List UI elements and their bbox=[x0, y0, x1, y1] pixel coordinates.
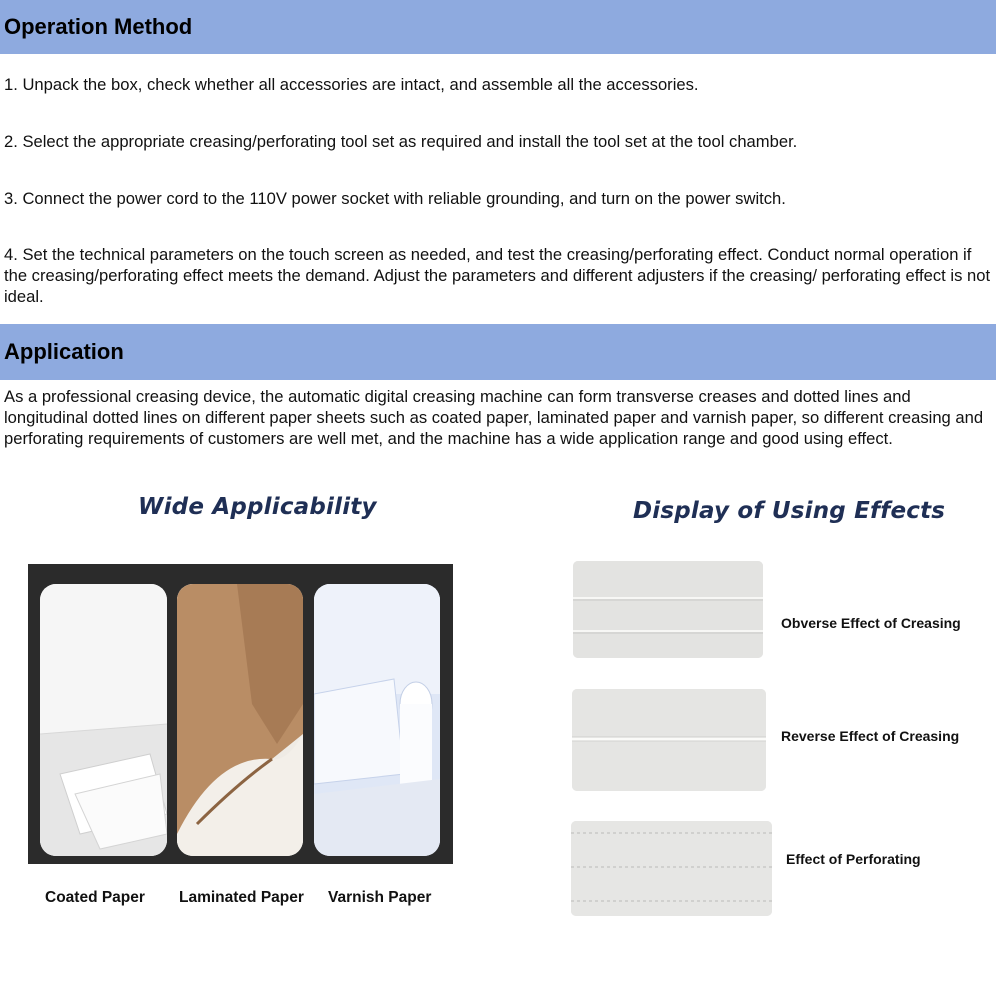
paper-types-photo bbox=[28, 564, 453, 864]
caption-laminated-paper: Laminated Paper bbox=[179, 889, 304, 906]
caption-varnish-paper: Varnish Paper bbox=[328, 889, 432, 906]
using-effects-heading: Display of Using Effects bbox=[633, 498, 946, 524]
coated-paper-image bbox=[40, 584, 167, 856]
effect-label-obverse-creasing: Obverse Effect of Creasing bbox=[781, 615, 961, 631]
application-header: Application bbox=[0, 324, 996, 380]
obverse-creasing-sample bbox=[573, 561, 763, 658]
application-text: As a professional creasing device, the automatic digital creasing machine can form transverse creases and dotted lines and longitudinal dotted lines on different paper sheets such as coated paper, laminated paper and varnish paper, so different creasing and perforating requirements of customers are well met, and the machine has a wide application range and good using effect. bbox=[4, 387, 984, 448]
varnish-paper-image bbox=[314, 584, 440, 856]
operation-step-4: 4. Set the technical parameters on the touch screen as needed, and test the creasing/perforating effect. Conduct normal operation if the creasing/perforating effect meets the demand. Adjust the parameters and different adjusters if the creasing/ perforating effect is not ideal. bbox=[4, 245, 991, 306]
laminated-paper-image bbox=[177, 584, 303, 856]
wide-applicability-heading: Wide Applicability bbox=[138, 494, 377, 520]
effect-label-perforating: Effect of Perforating bbox=[786, 851, 921, 867]
reverse-creasing-sample bbox=[572, 689, 766, 791]
caption-coated-paper: Coated Paper bbox=[45, 889, 145, 906]
effect-label-reverse-creasing: Reverse Effect of Creasing bbox=[781, 728, 960, 744]
operation-step-3: 3. Connect the power cord to the 110V power socket with reliable grounding, and turn on the power switch. bbox=[4, 189, 786, 208]
operation-method-header: Operation Method bbox=[0, 0, 996, 54]
operation-step-1: 1. Unpack the box, check whether all accessories are intact, and assemble all the accessories. bbox=[4, 75, 699, 94]
perforating-sample bbox=[571, 821, 772, 916]
operation-step-2: 2. Select the appropriate creasing/perforating tool set as required and install the tool set at the tool chamber. bbox=[4, 132, 798, 151]
